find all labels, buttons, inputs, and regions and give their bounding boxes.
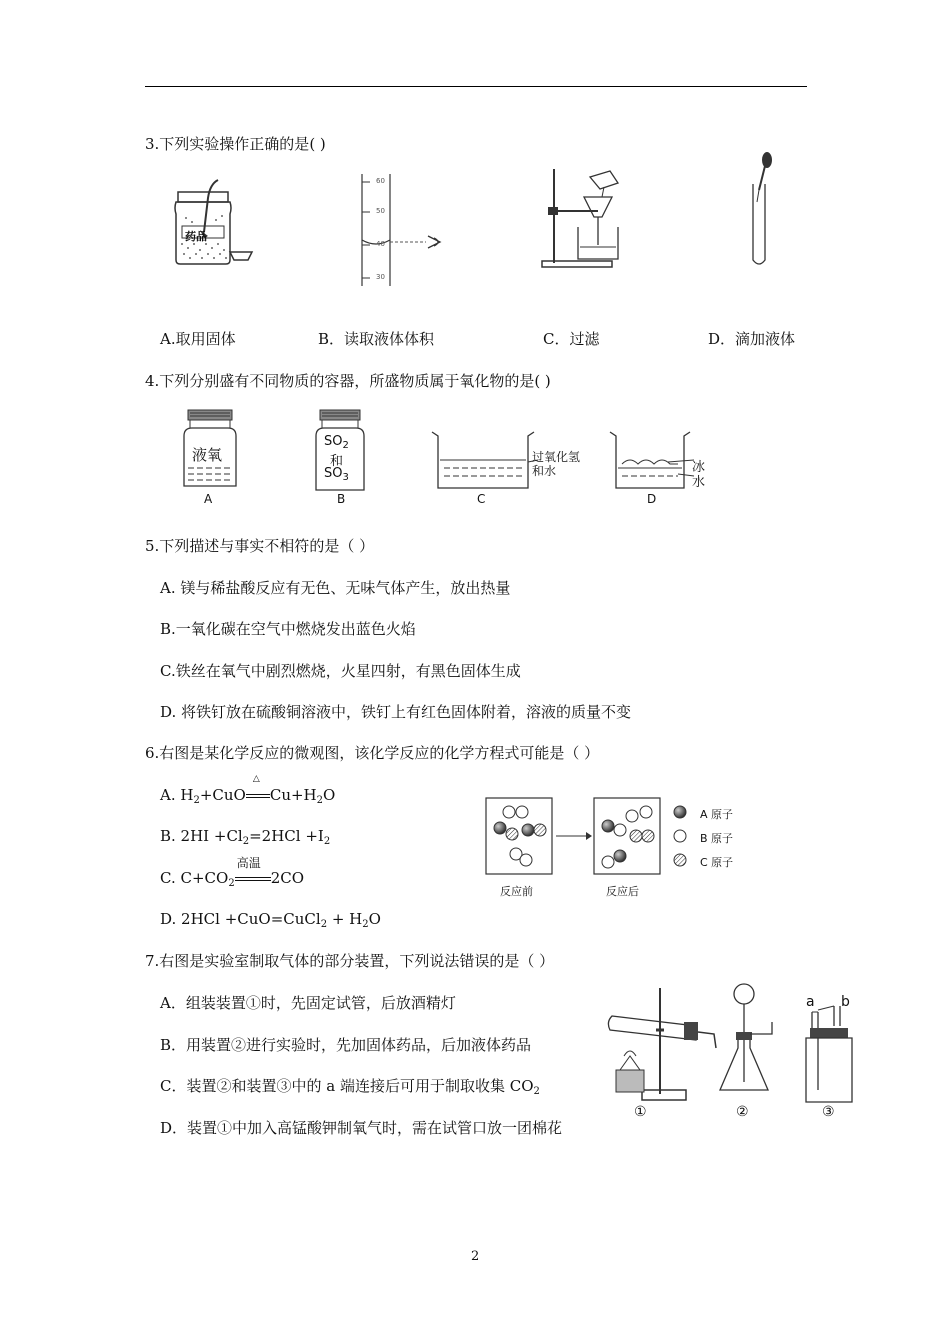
q6-legend-a: A 原子 — [700, 808, 734, 821]
q3-option-a: A.取用固体 — [160, 330, 236, 348]
q4-beaker-d-label2: 水 — [692, 475, 706, 490]
q4-bottle-b-line2: 和 — [330, 454, 344, 469]
q4-bottle-b-line3: $SO_3$ — [324, 466, 349, 483]
q7-apparatus-3 — [800, 994, 860, 1104]
q6-option-a: A. $H_2+CuO$ △ $Cu+H_2O$ — [160, 774, 336, 806]
q3-tick-60: 60 — [376, 177, 385, 185]
q3-tick-40: 40 — [376, 240, 385, 248]
q6-stem: 6.右图是某化学反应的微观图，该化学反应的化学方程式可能是（ ） — [145, 744, 600, 762]
q7-option-b: B．用装置②进行实验时，先加固体药品，后加液体药品 — [160, 1036, 532, 1054]
q7-stem: 7.右图是实验室制取气体的部分装置，下列说法错误的是（ ） — [145, 952, 555, 970]
q5-option-d: D. 将铁钉放在硫酸铜溶液中，铁钉上有红色固体附着，溶液的质量不变 — [160, 703, 632, 721]
q4-beaker-c-label2: 和水 — [532, 464, 557, 478]
q7-option-a: A．组装装置①时，先固定试管，后放酒精灯 — [160, 994, 456, 1012]
q4-letter-b: B — [337, 492, 346, 506]
q3-option-d: D．滴加液体 — [708, 330, 796, 348]
q4-letter-c: C — [477, 492, 486, 506]
q4-beaker-c-label1: 过氧化氢 — [532, 450, 581, 464]
q4-stem: 4.下列分别盛有不同物质的容器，所盛物质属于氧化物的是( ) — [145, 372, 551, 390]
q6-option-c: C. $C+CO_2$ 高温 2CO — [160, 856, 305, 889]
q3-image-d-dropper — [745, 150, 785, 270]
q4-beaker-d-label1: 冰 — [692, 460, 706, 475]
q7-option-c: C．装置②和装置③中的 a 端连接后可用于制取收集 $CO_2$ — [160, 1077, 540, 1097]
q7-apparatus-2 — [716, 982, 786, 1102]
q7-apparatus-1 — [606, 986, 726, 1106]
q4-bottle-b-line1: $SO_2$ — [324, 434, 349, 451]
q4-beaker-c — [430, 430, 540, 490]
q7-label-2: ② — [736, 1104, 749, 1120]
q4-letter-a: A — [204, 492, 213, 506]
q7-option-d: D．装置①中加入高锰酸钾制氧气时，需在试管口放一团棉花 — [160, 1119, 563, 1137]
q5-stem: 5.下列描述与事实不相符的是（ ） — [145, 537, 375, 555]
q7-label-3: ③ — [822, 1104, 835, 1120]
q3-jar-label: 药品 — [185, 230, 207, 243]
q7-port-b: b — [841, 994, 850, 1010]
q3-image-a-jar — [170, 178, 260, 268]
q5-option-b: B.一氧化碳在空气中燃烧发出蓝色火焰 — [160, 620, 416, 638]
q3-option-c: C．过滤 — [543, 330, 600, 348]
q4-bottle-a-label: 液氧 — [192, 446, 223, 464]
q3-image-c-filtration — [540, 165, 640, 270]
q6-legend-b: B 原子 — [700, 832, 734, 845]
q6-before-label: 反应前 — [500, 885, 533, 898]
q7-port-a: a — [806, 994, 815, 1010]
q6-after-label: 反应后 — [606, 885, 639, 898]
q4-letter-d: D — [647, 492, 657, 506]
q3-image-b-cylinder — [350, 170, 460, 290]
q6-option-d: D. 2HCl +CuO=CuCl$_2$ + $H_2O$ — [160, 910, 381, 930]
q3-option-b: B．读取液体体积 — [318, 330, 435, 348]
q6-option-b: B. $2HI +Cl_2=2HCl +I_2$ — [160, 827, 331, 847]
q5-option-c: C.铁丝在氧气中剧烈燃烧，火星四射，有黑色固体生成 — [160, 662, 521, 680]
q3-tick-30: 30 — [376, 273, 385, 281]
q6-legend-c: C 原子 — [700, 856, 734, 869]
page-number: 2 — [471, 1249, 480, 1264]
header-rule — [145, 86, 807, 87]
q5-option-a: A. 镁与稀盐酸反应有无色、无味气体产生，放出热量 — [160, 579, 511, 597]
q3-tick-50: 50 — [376, 207, 385, 215]
q3-stem: 3.下列实验操作正确的是( ) — [145, 135, 326, 153]
q7-label-1: ① — [634, 1104, 647, 1120]
